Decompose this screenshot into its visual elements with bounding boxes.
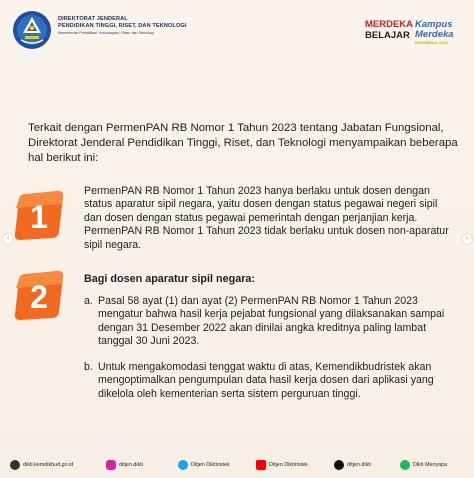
intro-paragraph: Terkait dengan PermenPAN RB Nomor 1 Tahun 2023 tentang Jabatan Fungsional, Direktorat Jenderal Pendidikan Tinggi, Riset, dan Teknologi menyampaikan beberapa hal berikut ini:: [28, 122, 458, 164]
header: [10, 10, 464, 50]
number-badge-1: [12, 188, 66, 242]
item-text: Untuk mengakomodasi tenggat waktu di atas, Kemendikbudristek akan mengoptimalkan pengumpulan data hasil kerja dosen dari aplikasi yang dikelola oleh kementerian serta sistem perguruan tinggi.: [98, 361, 434, 400]
footer-tiktok-label: ditjen.dikti: [347, 462, 371, 468]
instagram-icon: [106, 460, 116, 470]
footer-youtube-label: Ditjen Diktiristek: [269, 462, 308, 468]
badge-number-2: 2: [30, 279, 48, 315]
footer-instagram[interactable]: [106, 460, 143, 470]
point-2-heading: Bagi dosen aparatur sipil negara:: [84, 273, 255, 285]
footer-youtube[interactable]: [256, 460, 308, 470]
tut-wuri-handayani-logo: [12, 10, 52, 50]
footer-twitter[interactable]: [178, 460, 230, 470]
item-marker: b.: [84, 361, 93, 373]
merdeka-belajar-logo: [365, 19, 414, 41]
footer-website[interactable]: [10, 460, 73, 470]
youtube-icon: [256, 460, 266, 470]
item-marker: a.: [84, 295, 93, 307]
spotify-icon: [400, 460, 410, 470]
org-name: [58, 16, 238, 36]
footer-tiktok[interactable]: [334, 460, 371, 470]
org-line1: DIREKTORAT JENDERAL: [58, 16, 128, 22]
footer-spotify-label: Dikti Menyapa: [413, 462, 448, 468]
tiktok-icon: [334, 460, 344, 470]
number-badge-2: [12, 268, 66, 322]
merdeka-line2: BELAJAR: [365, 30, 410, 41]
next-slide-button[interactable]: ›: [461, 233, 473, 245]
badge-number-1: 1: [30, 199, 48, 235]
item-text: Pasal 58 ayat (1) dan ayat (2) PermenPAN RB Nomor 1 Tahun 2023 mengatur bahwa hasil kerja pejabat fungsional yang dilaksanakan sampai dengan 31 Desember 2022 akan dinilai angka kreditnya paling lambat tanggal 30 Juni 2023.: [98, 295, 445, 348]
twitter-icon: [178, 460, 188, 470]
point-2-item-a: [84, 295, 454, 349]
kampus-line2: Merdeka: [415, 29, 454, 40]
footer-instagram-label: ditjen.dikti: [119, 462, 143, 468]
prev-slide-button[interactable]: ‹: [2, 233, 14, 245]
footer-website-label: dikti.kemdikbud.go.id: [23, 462, 74, 468]
org-line3: Kementerian Pendidikan, Kebudayaan, Riset, dan Teknologi: [58, 31, 154, 35]
point-2-item-b: [84, 361, 454, 401]
point-1-text: PermenPAN RB Nomor 1 Tahun 2023 hanya berlaku untuk dosen dengan status aparatur sipil negara, yaitu dosen dengan status pegawai negeri sipil dan dosen dengan status pegawai pemerintah dengan perjanjian kerja. PermenPAN RB Nomor 1 Tahun 2023 tidak berlaku untuk dosen non-aparatur sipil negara.: [84, 185, 449, 251]
merdeka-line1: MERDEKA: [365, 19, 414, 30]
footer-twitter-label: Ditjen Diktiristek: [191, 462, 230, 468]
kampus-merdeka-logo: [415, 20, 471, 45]
kampus-line3: INDONESIA JAYA: [415, 40, 449, 45]
org-line2: PENDIDIKAN TINGGI, RISET, DAN TEKNOLOGI: [58, 23, 187, 29]
footer-spotify[interactable]: [400, 460, 447, 470]
footer-social-links: [10, 460, 470, 474]
kampus-line1: Kampus: [415, 19, 453, 30]
globe-icon: [10, 460, 20, 470]
